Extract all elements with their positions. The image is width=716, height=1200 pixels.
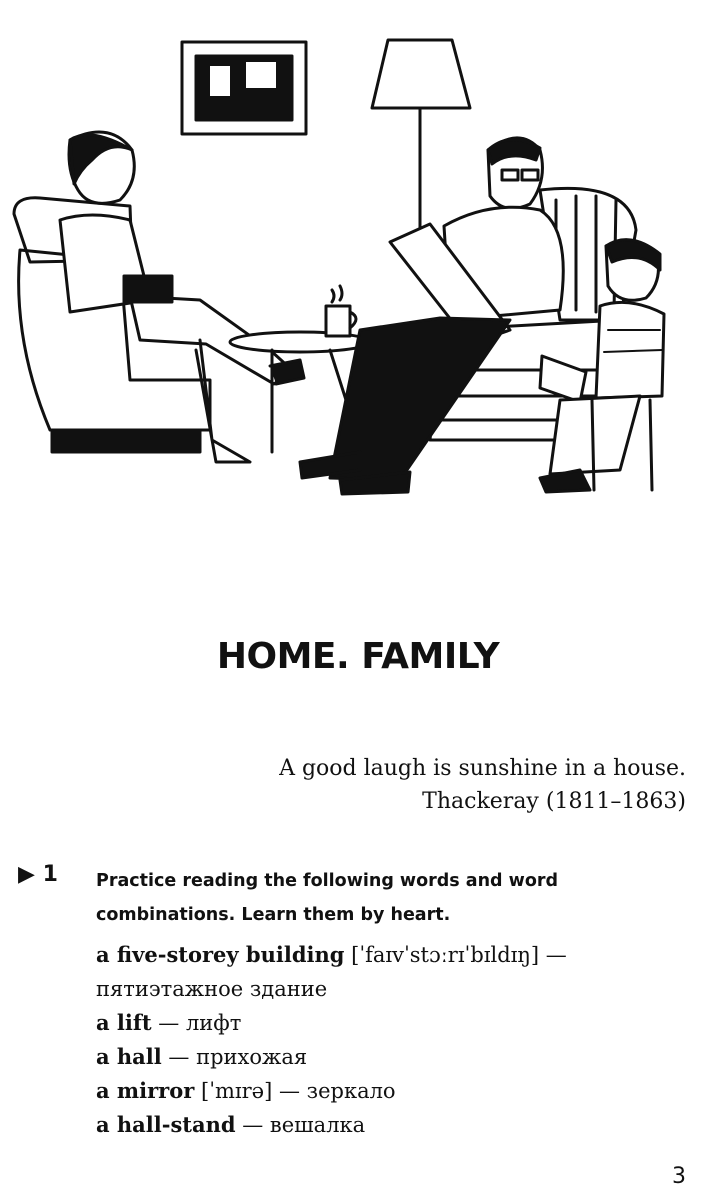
vocab-item (96, 1040, 694, 1074)
vocab-term: a lift (96, 1010, 152, 1035)
epigraph (279, 752, 686, 818)
vocab-separator: — (539, 943, 567, 967)
vocab-translation: прихожая (196, 1045, 308, 1069)
vocab-item (96, 1074, 694, 1108)
vocab-term: a five-storey building (96, 942, 345, 967)
epigraph-quote: A good laugh is sunshine in a house. (279, 756, 686, 781)
vocab-pronunciation: [ˈfaɪvˈstɔːrɪˈbɪldɪŋ] (344, 943, 540, 967)
vocab-translation: пятиэтажное здание (96, 977, 328, 1001)
vocab-separator: — (161, 1045, 197, 1069)
vocab-translation: вешалка (269, 1113, 366, 1137)
vocab-item (96, 1006, 694, 1040)
vocab-term: a mirror (96, 1078, 195, 1103)
vocab-pronunciation: [ˈmɪrə] (194, 1079, 273, 1103)
vocab-separator: — (235, 1113, 270, 1137)
family-illustration (0, 0, 716, 520)
wall-picture (182, 42, 306, 134)
vocab-item (96, 1108, 694, 1142)
vocab-translation: лифт (185, 1011, 242, 1035)
exercise-marker: ▶ 1 (18, 862, 58, 887)
vocab-separator: — (151, 1011, 186, 1035)
vocab-item (96, 938, 694, 1006)
page-title: HOME. FAMILY (216, 636, 500, 677)
epigraph-author: Thackeray (1811–1863) (422, 789, 686, 814)
vocabulary-list (96, 938, 694, 1142)
page-number: 3 (672, 1164, 686, 1189)
vocab-term: a hall-stand (96, 1112, 236, 1137)
vocab-separator: — (272, 1079, 307, 1103)
woman-figure (60, 132, 304, 462)
exercise-instruction: Practice reading the following words and word combinations. Learn them by heart. (96, 871, 559, 925)
floor-lamp (372, 40, 470, 240)
vocab-term: a hall (96, 1044, 162, 1069)
vocab-translation: зеркало (306, 1079, 396, 1103)
